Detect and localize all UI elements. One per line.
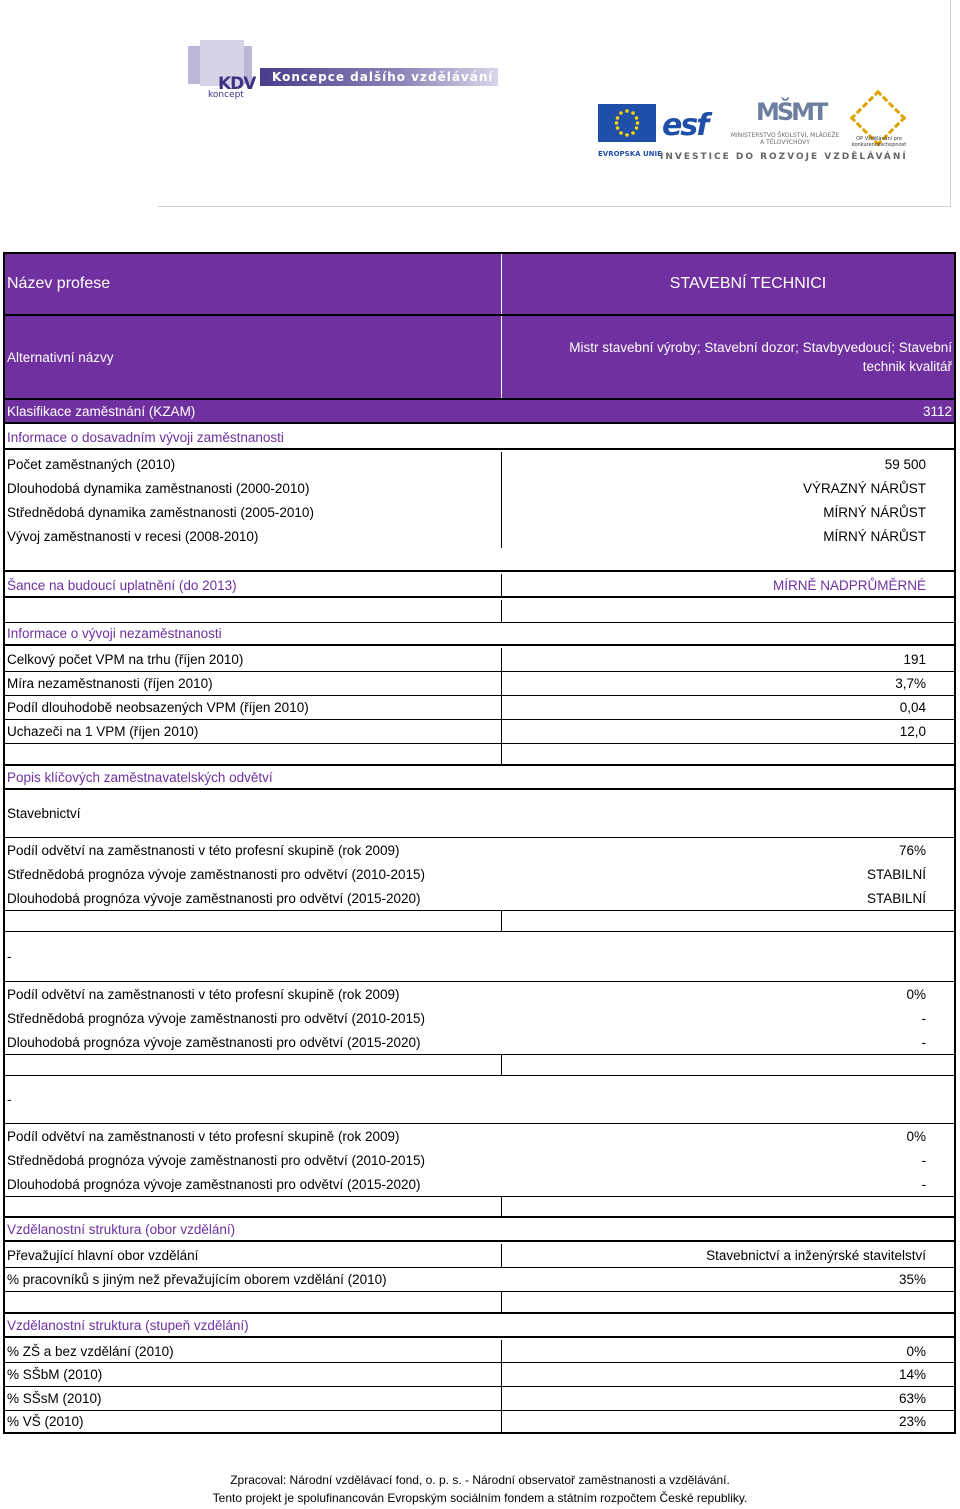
row-kzam xyxy=(5,400,954,424)
sector-group-rows xyxy=(5,982,954,1054)
sector-label: Dlouhodobá prognóza vývoje zaměstnanosti pro odvětví (2015-2020) xyxy=(7,1034,421,1050)
education-level-value: 63% xyxy=(898,1391,926,1406)
education-level-label: % SŠsM (2010) xyxy=(7,1391,102,1406)
unemployment-label: Podíl dlouhodobě neobsazených VPM (říjen 2010) xyxy=(7,700,309,715)
education-level-value: 0% xyxy=(906,1343,926,1359)
table-row xyxy=(5,886,954,910)
sector-label: Podíl odvětví na zaměstnanosti v této profesní skupině (rok 2009) xyxy=(7,842,400,858)
employment-section-title: Informace o dosavadním vývoji zaměstnanosti xyxy=(7,429,284,445)
alt-names-label: Alternativní názvy xyxy=(7,349,114,365)
sector-label: Dlouhodobá prognóza vývoje zaměstnanosti pro odvětví (2015-2020) xyxy=(7,890,421,906)
sector-value: - xyxy=(921,1152,926,1168)
employment-label: Dlouhodobá dynamika zaměstnanosti (2000-2010) xyxy=(7,480,310,496)
education-field-value: Stavebnictví a inženýrské stavitelství xyxy=(706,1248,926,1263)
education-field-section-title: Vzdělanostní struktura (obor vzdělání) xyxy=(7,1221,236,1237)
unemployment-section-header xyxy=(5,622,954,646)
education-level-label: % VŠ (2010) xyxy=(7,1414,84,1429)
chance-label: Šance na budoucí uplatnění (do 2013) xyxy=(7,577,237,593)
profession-name-value: STAVEBNÍ TECHNICI xyxy=(669,275,827,292)
sector-label: Podíl odvětví na zaměstnanosti v této profesní skupině (rok 2009) xyxy=(7,1128,400,1144)
employment-label: Počet zaměstnaných (2010) xyxy=(7,456,176,472)
unemployment-value: 191 xyxy=(903,652,926,667)
sector-group-name: - xyxy=(7,949,12,964)
row-future-chance xyxy=(5,574,954,598)
msmt-logo xyxy=(730,96,840,152)
kdv-title: Koncepce dalšího vzdělávání xyxy=(272,70,494,84)
table-row xyxy=(5,1340,954,1363)
sector-group-name-row xyxy=(5,1076,954,1124)
table-row xyxy=(5,1148,954,1172)
divider xyxy=(501,1197,502,1216)
education-level-value: 14% xyxy=(898,1367,926,1382)
profession-name-label: Název profese xyxy=(7,275,111,292)
sector-label: Střednědobá prognóza vývoje zaměstnanosti pro odvětví (2010-2015) xyxy=(7,866,426,882)
kdv-logo xyxy=(188,46,498,100)
table-row xyxy=(5,1244,954,1268)
table-row xyxy=(5,524,954,548)
education-field-section-header xyxy=(5,1218,954,1242)
sector-group-name-row xyxy=(5,790,954,838)
table-row xyxy=(5,982,954,1006)
unemployment-value: 0,04 xyxy=(899,700,926,715)
table-row xyxy=(5,452,954,476)
eu-label: EVROPSKÁ UNIE xyxy=(598,150,662,158)
kzam-value: 3112 xyxy=(922,403,952,419)
kzam-label: Klasifikace zaměstnání (KZAM) xyxy=(7,403,196,419)
chance-value: MÍRNĚ NADPRŮMĚRNÉ xyxy=(772,577,926,593)
unemployment-label: Celkový počet VPM na trhu (říjen 2010) xyxy=(7,652,244,667)
employment-value: 59 500 xyxy=(884,456,926,472)
row-profession-name xyxy=(5,254,954,316)
divider xyxy=(501,1055,502,1075)
education-level-rows xyxy=(5,1340,954,1432)
unemployment-rows xyxy=(5,648,954,744)
sector-group-name-row xyxy=(5,932,954,982)
education-level-section-header xyxy=(5,1314,954,1338)
sector-value: STABILNÍ xyxy=(866,866,926,882)
divider xyxy=(501,1292,502,1312)
divider xyxy=(501,744,502,764)
table-row xyxy=(5,838,954,862)
spacer-row xyxy=(5,1054,954,1076)
sector-group-rows xyxy=(5,838,954,910)
unemployment-section-title: Informace o vývoji nezaměstnanosti xyxy=(7,626,222,641)
sector-value: 0% xyxy=(906,986,926,1002)
table-row xyxy=(5,696,954,720)
table-row xyxy=(5,1030,954,1054)
table-row xyxy=(5,1411,954,1432)
sector-label: Střednědobá prognóza vývoje zaměstnanosti pro odvětví (2010-2015) xyxy=(7,1152,426,1168)
kdv-mark: KDV xyxy=(218,74,256,94)
table-row xyxy=(5,1124,954,1148)
esf-logo xyxy=(662,100,718,144)
table-row xyxy=(5,862,954,886)
table-row xyxy=(5,720,954,744)
unemployment-label: Uchazeči na 1 VPM (říjen 2010) xyxy=(7,724,199,739)
row-alternative-names xyxy=(5,316,954,400)
sector-label: Dlouhodobá prognóza vývoje zaměstnanosti pro odvětví (2015-2020) xyxy=(7,1176,421,1192)
sector-group-rows xyxy=(5,1124,954,1196)
msmt-text: MINISTERSTVO ŠKOLSTVÍ, MLÁDEŽE A TĚLOVÝCHOVY xyxy=(730,132,840,146)
employment-label: Vývoj zaměstnanosti v recesi (2008-2010) xyxy=(7,528,259,544)
sector-value: - xyxy=(921,1010,926,1026)
education-field-label: Převažující hlavní obor vzdělání xyxy=(7,1248,199,1263)
footer-funding: Tento projekt je spolufinancován Evropským sociálním fondem a státním rozpočtem České republiky. xyxy=(212,1491,748,1505)
unemployment-value: 3,7% xyxy=(895,676,926,691)
table-row xyxy=(5,1363,954,1387)
education-field-value: 35% xyxy=(898,1272,926,1287)
kdv-sub: koncept xyxy=(208,90,244,100)
alt-names-line1: Mistr stavební výroby; Stavební dozor; Stavbyvedoucí; Stavební xyxy=(569,340,952,355)
divider xyxy=(501,600,502,622)
table-row xyxy=(5,1387,954,1411)
sectors-section-header xyxy=(5,766,954,790)
table-row xyxy=(5,1268,954,1292)
profession-sheet xyxy=(3,252,956,1434)
table-row xyxy=(5,476,954,500)
sector-value: STABILNÍ xyxy=(866,890,926,906)
spacer-row xyxy=(5,910,954,932)
sector-value: 0% xyxy=(906,1128,926,1144)
footer-credit: Zpracoval: Národní vzdělávací fond, o. p. s. - Národní observatoř zaměstnanosti a vzdělávání. xyxy=(230,1473,730,1487)
education-level-section-title: Vzdělanostní struktura (stupeň vzdělání) xyxy=(7,1317,249,1333)
education-level-label: % ZŠ a bez vzdělání (2010) xyxy=(7,1343,174,1359)
sector-value: - xyxy=(921,1034,926,1050)
spacer-row xyxy=(5,1196,954,1218)
invest-slogan: INVESTICE DO ROZVOJE VZDĚLÁVÁNÍ xyxy=(660,152,908,162)
education-field-label: % pracovníků s jiným než převažujícím oborem vzdělání (2010) xyxy=(7,1272,387,1287)
msmt-mark: MŠMT xyxy=(756,98,826,126)
spacer-row xyxy=(5,600,954,622)
table-row xyxy=(5,500,954,524)
sector-group-name: Stavebnictví xyxy=(7,806,81,821)
spacer-row xyxy=(5,1292,954,1314)
spacer-row xyxy=(5,548,954,572)
employment-rows xyxy=(5,452,954,548)
spacer-row xyxy=(5,744,954,766)
sector-value: 76% xyxy=(898,842,926,858)
op-logo xyxy=(844,96,914,152)
sector-label: Podíl odvětví na zaměstnanosti v této profesní skupině (rok 2009) xyxy=(7,986,400,1002)
employment-label: Střednědobá dynamika zaměstnanosti (2005-2010) xyxy=(7,504,314,520)
table-row xyxy=(5,1172,954,1196)
education-level-label: % SŠbM (2010) xyxy=(7,1367,103,1382)
alt-names-line2: technik kvalitář xyxy=(862,359,952,374)
employment-value: MÍRNÝ NÁRŮST xyxy=(823,504,926,520)
table-row xyxy=(5,1006,954,1030)
sector-group-name: - xyxy=(7,1092,12,1107)
table-row xyxy=(5,648,954,672)
op-text: OP Vzdělávání pro konkurenceschopnost xyxy=(851,136,907,148)
employment-value: VÝRAZNÝ NÁRŮST xyxy=(802,480,926,496)
unemployment-label: Míra nezaměstnanosti (říjen 2010) xyxy=(7,676,213,691)
employment-section-header xyxy=(5,426,954,450)
sector-value: - xyxy=(921,1176,926,1192)
education-field-rows xyxy=(5,1244,954,1292)
sectors-section-title: Popis klíčových zaměstnavatelských odvětví xyxy=(7,769,273,785)
unemployment-value: 12,0 xyxy=(899,724,926,739)
sector-label: Střednědobá prognóza vývoje zaměstnanosti pro odvětví (2010-2015) xyxy=(7,1010,426,1026)
employment-value: MÍRNÝ NÁRŮST xyxy=(823,528,926,544)
esf-label: esf xyxy=(662,108,708,143)
table-row xyxy=(5,672,954,696)
divider xyxy=(501,911,502,931)
eu-flag-icon xyxy=(598,104,662,158)
education-level-value: 23% xyxy=(898,1414,926,1429)
